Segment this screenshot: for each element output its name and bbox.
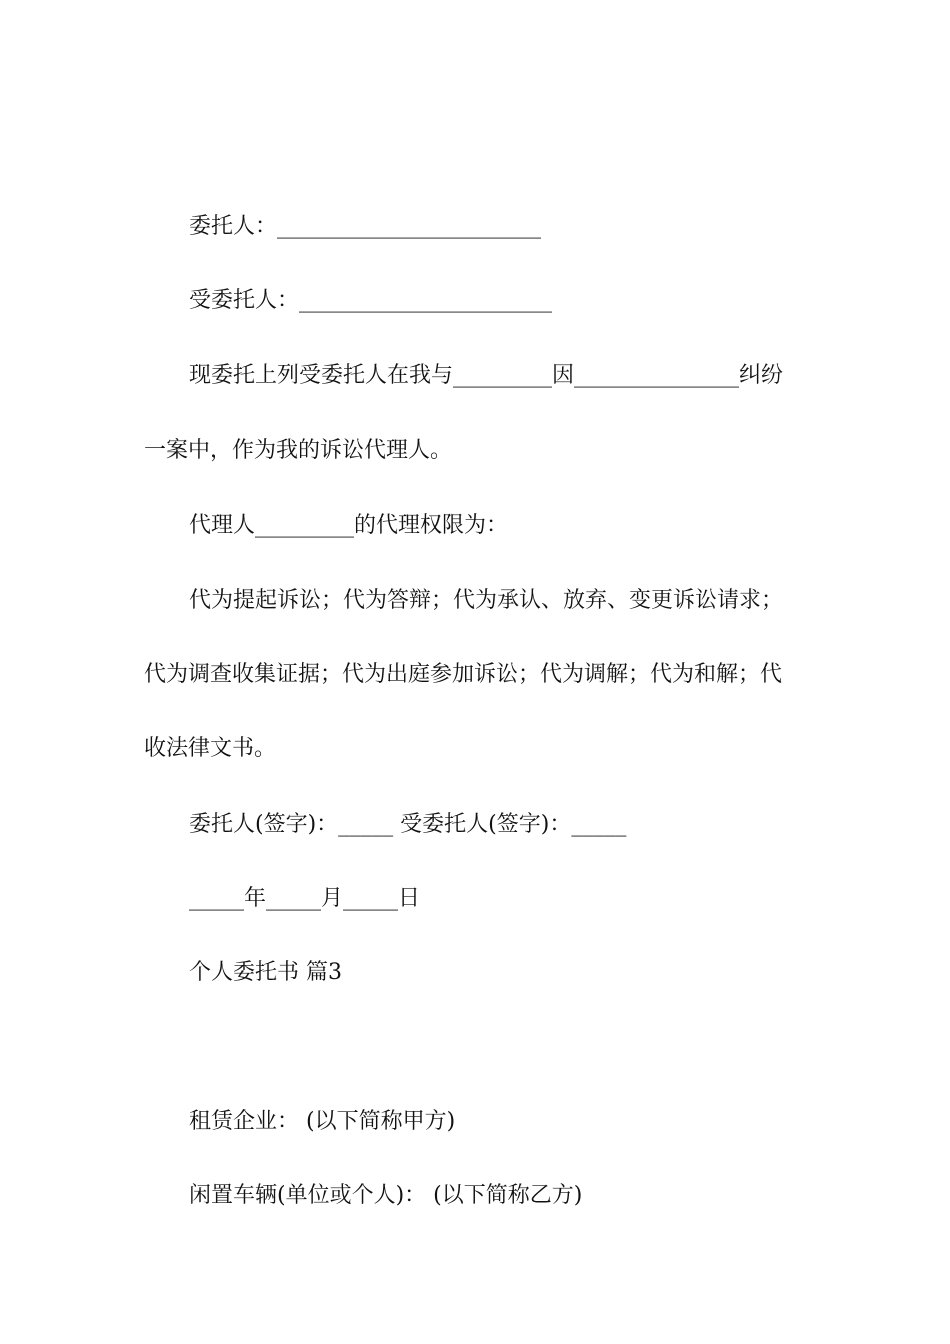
lessee-line: 闲置车辆(单位或个人)： (以下简称乙方) <box>189 1183 583 1208</box>
principal-line: 委托人：________________________ <box>189 214 542 239</box>
powers-paragraph-line-3: 收法律文书。 <box>144 736 277 761</box>
agency-scope-line: 代理人_________的代理权限为： <box>189 513 509 538</box>
powers-paragraph-line-1: 代为提起诉讼；代为答辩；代为承认、放弃、变更诉讼请求； <box>189 588 784 613</box>
agent-line: 受委托人：_______________________ <box>189 288 553 313</box>
entrustment-paragraph-line-1: 现委托上列受委托人在我与_________因_______________纠纷 <box>189 363 784 388</box>
entrustment-paragraph-line-2: 一案中，作为我的诉讼代理人。 <box>144 438 453 463</box>
date-line: _____年_____月_____日 <box>189 886 421 911</box>
signature-line: 委托人(签字)：_____ 受委托人(签字)：_____ <box>189 812 627 837</box>
section-heading: 个人委托书 篇3 <box>189 960 342 985</box>
powers-paragraph-line-2: 代为调查收集证据；代为出庭参加诉讼；代为调解；代为和解；代 <box>144 662 783 687</box>
lessor-line: 租赁企业： (以下简称甲方) <box>189 1109 456 1134</box>
